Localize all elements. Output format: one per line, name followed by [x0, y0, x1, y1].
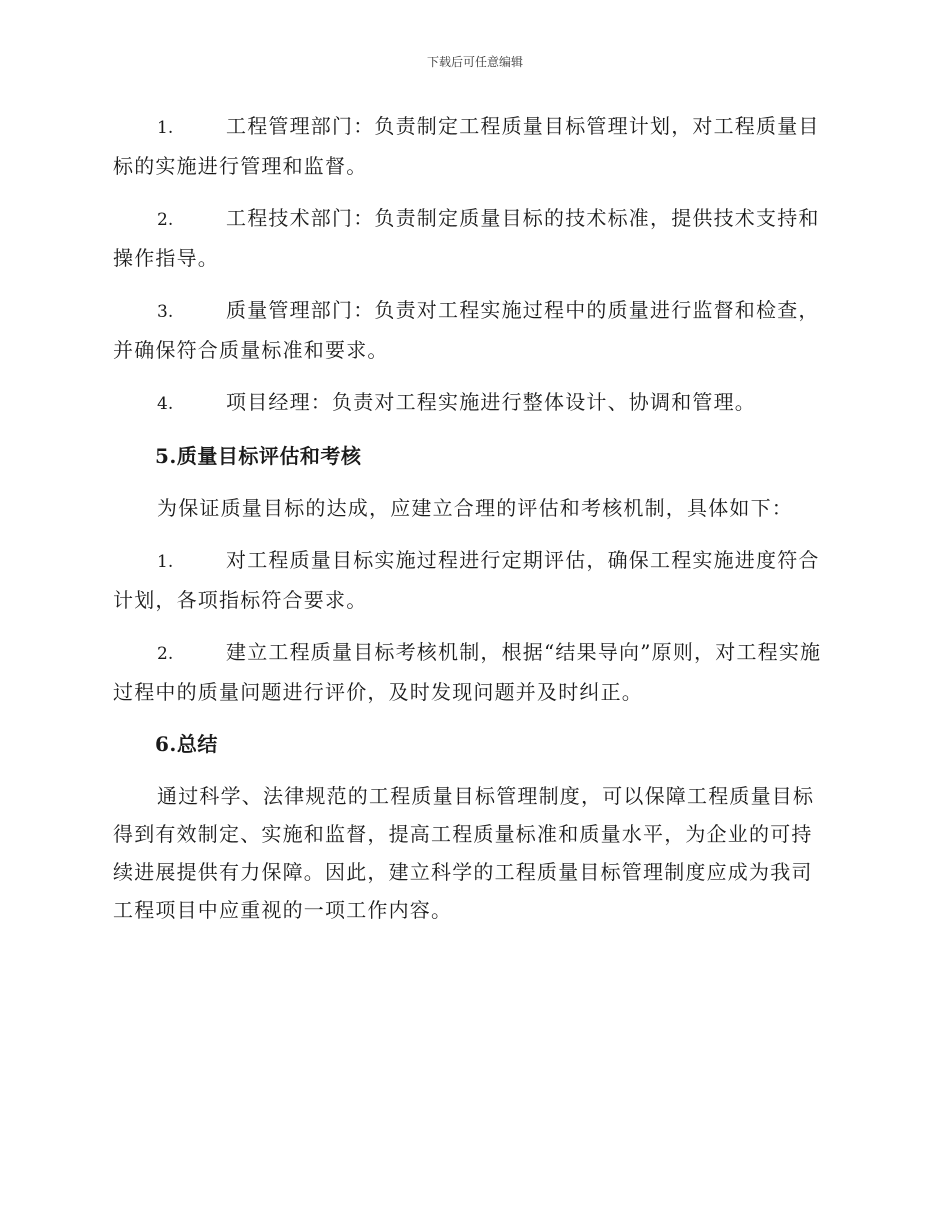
list-item-text: 项目经理：负责对工程实施进行整体设计、协调和管理。 — [226, 390, 756, 414]
list-item-text: 质量管理部门：负责对工程实施过程中的质量进行监督和检查，并确保符合质量标准和要求。 — [113, 298, 820, 362]
list-item-text: 工程技术部门：负责制定质量目标的技术标准，提供技术支持和操作指导。 — [113, 206, 820, 270]
list-item — [113, 541, 833, 619]
page-header: 下载后可任意编辑 — [426, 55, 523, 69]
list-item — [113, 633, 833, 711]
list-item — [113, 107, 833, 185]
list-item-number: 4. — [157, 394, 174, 414]
list-item-number: 1. — [157, 118, 174, 138]
section-intro-paragraph: 为保证质量目标的达成，应建立合理的评估和考核机制，具体如下： — [157, 496, 793, 520]
list-item-text: 建立工程质量目标考核机制，根据“结果导向”原则，对工程实施过程中的质量问题进行评价，及时发现问题并及时纠正。 — [113, 640, 822, 704]
list-item-text: 工程管理部门：负责制定工程质量目标管理计划，对工程质量目标的实施进行管理和监督。 — [113, 114, 820, 178]
list-item — [113, 199, 833, 277]
list-item-number: 2. — [157, 210, 174, 230]
list-item-number: 3. — [157, 302, 174, 322]
list-item — [113, 291, 833, 369]
list-item-number: 2. — [157, 644, 174, 664]
list-item — [113, 383, 833, 423]
list-item-number: 1. — [157, 552, 174, 572]
section-heading-summary: 6.总结 — [155, 732, 218, 756]
summary-paragraph: 通过科学、法律规范的工程质量目标管理制度，可以保障工程质量目标得到有效制定、实施和监督，提高工程质量标准和质量水平，为企业的可持续进展提供有力保障。因此，建立科学的工程质量目标管理制度应成为我司工程项目中应重视的一项工作内容。 — [113, 784, 815, 922]
document-body — [113, 107, 833, 943]
list-item-text: 对工程质量目标实施过程进行定期评估，确保工程实施进度符合计划，各项指标符合要求。 — [113, 548, 820, 612]
section-heading-evaluation: 5.质量目标评估和考核 — [155, 444, 362, 468]
